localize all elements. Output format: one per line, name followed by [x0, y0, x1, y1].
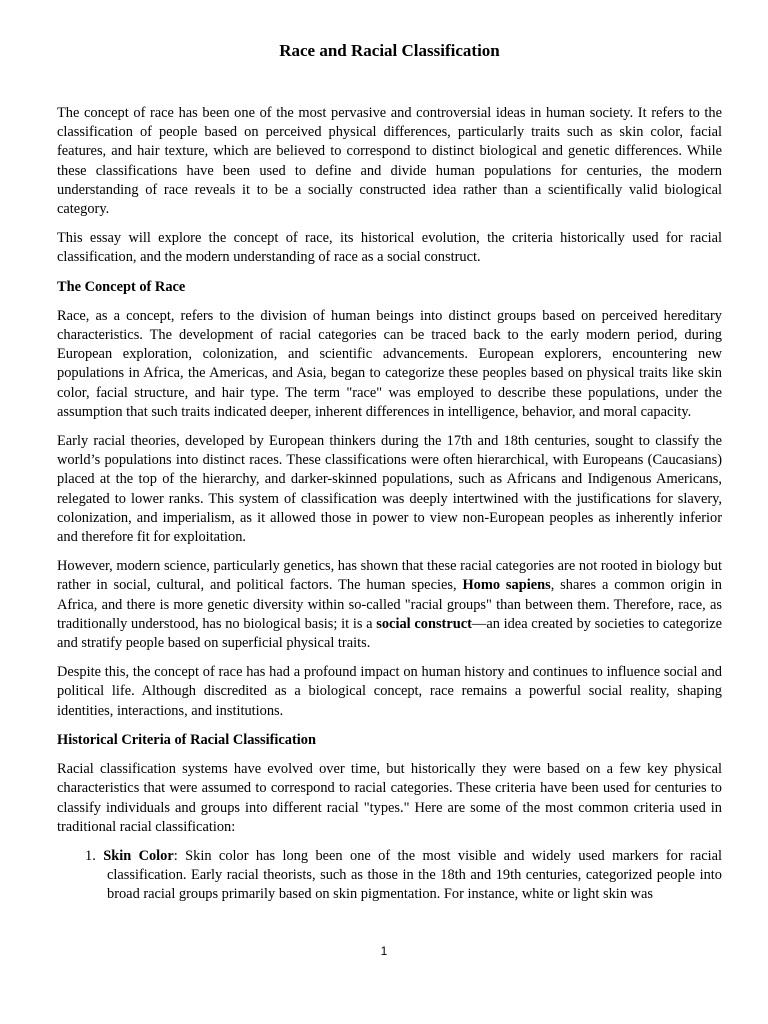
- document-title: Race and Racial Classification: [279, 41, 500, 60]
- section-heading-historical-criteria: Historical Criteria of Racial Classification: [57, 731, 316, 748]
- homo-sapiens-bold: Homo sapiens: [462, 577, 551, 594]
- concept-p3-text-c: —an idea created by societies to categorize and stratify people based on superficial physical traits.: [57, 615, 722, 652]
- list-item-number: 1.: [85, 847, 96, 864]
- concept-paragraph-2: Early racial theories, developed by European thinkers during the 17th and 18th centuries, sought to classify the world’s populations into distinct races. These classifications were often hierarchical, with Europeans (Caucasians) placed at the top of the hierarchy, and darker-skinned populations, such as Africans and Indigenous Americans, relegated to lower ranks. This system of classification was deeply intertwined with the justifications for slavery, colonization, and imperialism, as it allowed those in power to view non-European peoples as inherently inferior and therefore fit for exploitation.: [57, 433, 722, 546]
- intro-paragraph-2: This essay will explore the concept of race, its historical evolution, the criteria historically used for racial classification, and the modern understanding of race as a social construct.: [57, 230, 722, 266]
- intro-paragraph-1: The concept of race has been one of the most pervasive and controversial ideas in human society. It refers to the classification of people based on perceived physical differences, particularly traits such as skin color, facial features, and hair texture, which are believed to correspond to distinct biological and genetic differences. While these classifications have been used to define and divide human populations for centuries, the modern understanding of race reveals it to be a socially constructed idea rather than a scientifically valid biological category.: [57, 105, 722, 218]
- criteria-paragraph-1: Racial classification systems have evolved over time, but historically they were based on a few key physical characteristics that were assumed to correspond to racial categories. These criteria have been used for centuries to classify individuals and groups into different racial "types." Here are some of the most common criteria used in traditional racial classification:: [57, 761, 722, 835]
- concept-p3-text-b: , shares a common origin in Africa, and there is more genetic diversity within so-called "racial groups" than between them. Therefore, race, as traditionally understood, has no biological basis; it is a: [57, 577, 722, 632]
- document-page: [57, 40, 722, 905]
- list-item-text: : Skin color has long been one of the most visible and widely used markers for racial classification. Early racial theorists, such as those in the 18th and 19th centuries, categorized people into broad racial groups primarily based on skin pigmentation. For instance, white or light skin was: [107, 847, 722, 903]
- list-item: [85, 847, 722, 905]
- list-item-term: Skin Color: [103, 847, 174, 864]
- social-construct-bold: social construct: [376, 615, 472, 632]
- concept-paragraph-1: Race, as a concept, refers to the division of human beings into distinct groups based on perceived hereditary characteristics. The development of racial categories can be traced back to the early modern period, during European exploration, colonization, and scientific advancements. European explorers, encountering new populations in Africa, the Americas, and Asia, began to categorize these peoples based on physical traits like skin color, facial structure, and hair type. The term "race" was employed to describe these populations, under the assumption that such traits indicated deeper, inherent differences in intelligence, behavior, and moral capacity.: [57, 307, 722, 420]
- section-heading-concept-of-race: The Concept of Race: [57, 278, 186, 295]
- concept-paragraph-4: Despite this, the concept of race has had a profound impact on human history and continues to influence social and political life. Although discredited as a biological concept, race remains a powerful social reality, shaping identities, interactions, and institutions.: [57, 664, 722, 719]
- page-number: 1: [380, 944, 388, 958]
- concept-paragraph-3: [57, 557, 722, 653]
- concept-p3-text-a: However, modern science, particularly genetics, has shown that these racial categories are not rooted in biology but rather in social, cultural, and political factors. The human species,: [57, 558, 722, 594]
